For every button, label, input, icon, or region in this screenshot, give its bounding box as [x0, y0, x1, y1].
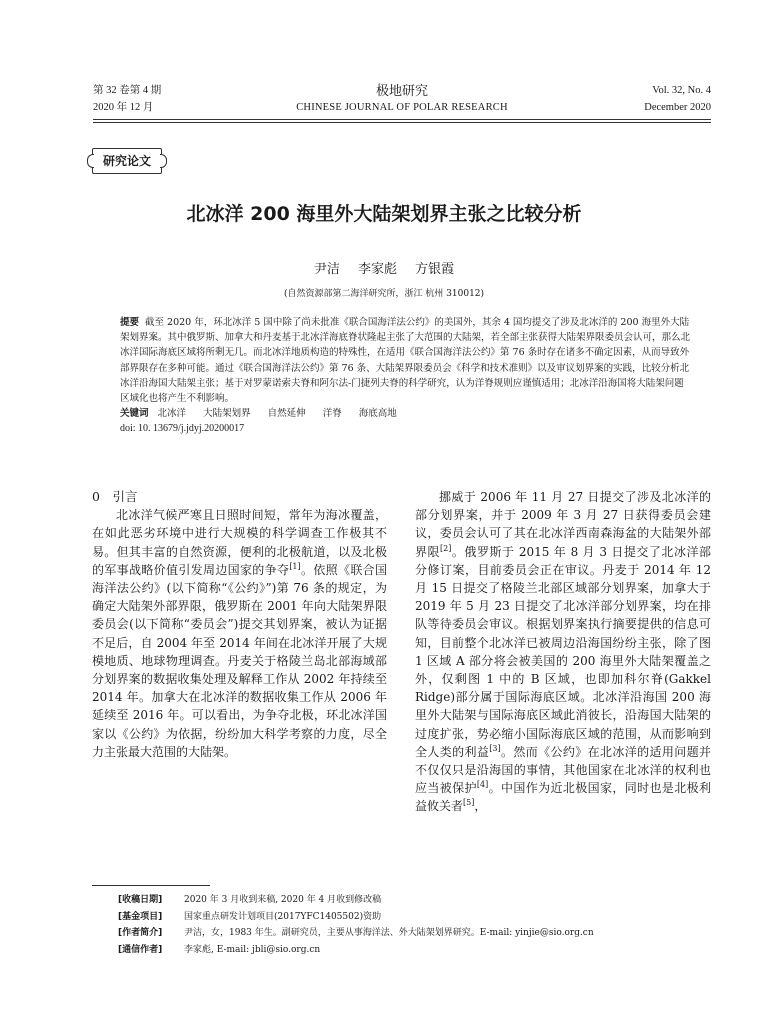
body-column-left — [92, 488, 387, 761]
body-paragraph: 挪威于 2006 年 11 月 27 日提交了涉及北冰洋的部分划界案，并于 2009 年 3 月 27 日获得委员会建议，委员会认可了其在北冰洋西南森海盆的大陆架外部界限[2]。俄罗斯于 2015 年 8 月 3 日提交了北冰洋部分修订案，目前委员会正在审议。丹麦于 2014 年 12 月 15 日提交了格陵兰北部区域部分划界案，加拿大于 2019 年 5 月 23 日提交了北冰洋部分划界案，均在排队等待委员会审议。根据划界案执行摘要提供的信息可知，目前整个北冰洋已被周边沿海国纷纷主张，除了图 1 区域 A 部分将会被美国的 200 海里外大陆架覆盖之外，仅剩图 1 中的 B 区域，也即加科尔脊(Gakkel Ridge)部分属于国际海底区域。北冰洋沿海国 200 海里外大陆架与国际海底区域此消彼长，沿海国大陆架的过度扩张，势必缩小国际海底区域的范围，从而影响到全人类的利益[3]。然而《公约》在北冰洋的适用问题并不仅仅只是沿海国的事情，其他国家在北冰洋的权利也应当被保护[4]。中国作为近北极国家，同时也是北极利益攸关者[5]， — [415, 490, 711, 814]
volume-info: Vol. 32, No. 4 December 2020 — [644, 85, 711, 113]
footnotes — [118, 892, 718, 958]
author-list: 尹洁 李家彪 方银霞 — [313, 262, 455, 277]
citation-ref: [1] — [289, 561, 301, 571]
footnote-funding: [基金项目] 国家重点研发计划项目(2017YFC1405502)资助 — [118, 911, 382, 922]
abstract-label: 提要 — [120, 317, 140, 328]
body-column-right — [415, 488, 711, 816]
keywords — [120, 406, 690, 421]
journal-name-cn: 极地研究 — [375, 83, 428, 98]
journal-name-en: CHINESE JOURNAL OF POLAR RESEARCH — [296, 102, 508, 113]
doi: doi: 10. 13679/j.jdyj.20200017 — [120, 423, 245, 435]
citation-ref: [2] — [440, 543, 452, 553]
running-header — [93, 82, 711, 116]
keyword: 大陆架划界 — [203, 408, 251, 420]
body-paragraph: 北冰洋气候严寒且日照时间短，常年为海冰覆盖，在如此恶劣环境中进行大规模的科学调查工作极其不易。但其丰富的自然资源，便利的北极航道，以及北极的军事战略价值引发周边国家的争夺[1]。依照《联合国海洋法公约》(以下简称“《公约》”)第 76 条的规定，为确定大陆架外部界限，俄罗斯在 2001 年向大陆架界限委员会(以下简称“委员会”)提交其划界案，被认为证据不足后，自 2004 年至 2014 年间在北冰洋开展了大规模地质、地球物理调查。丹麦关于格陵兰岛北部海域部分划界案的数据收集处理及解释工作从 2002 年持续至 2014 年。加拿大在北冰洋的数据收集工作从 2006 年延续至 2016 年。可以看出，为争夺北极，环北冰洋国家以《公约》为依据，纷纷加大科学考察的力度，尽全力主张最大范围的大陆架。 — [92, 508, 387, 759]
keyword: 自然延伸 — [267, 408, 306, 420]
header-rule-2 — [93, 122, 711, 123]
keywords-label: 关键词 — [120, 408, 149, 420]
footnote-author-bio: [作者简介] 尹洁，女，1983 年生。副研究员，主要从事海洋法、外大陆架划界研究。E-mail: yinjie@sio.org.cn — [118, 928, 594, 938]
footnote-rule — [92, 885, 210, 886]
keyword: 洋脊 — [322, 408, 342, 420]
keyword: 北冰洋 — [157, 408, 187, 420]
abstract-block — [120, 315, 690, 437]
citation-ref: [4] — [476, 780, 489, 790]
keyword: 海底高地 — [358, 408, 397, 420]
article-title: 北冰洋 200 海里外大陆架划界主张之比较分析 — [186, 203, 582, 225]
affiliation: (自然资源部第二海洋研究所，浙江 杭州 310012) — [283, 289, 485, 299]
article-type-badge: 研究论文 — [92, 148, 162, 174]
footnote-received: [收稿日期] 2020 年 3 月收到来稿, 2020 年 4 月收到修改稿 — [118, 895, 382, 905]
section-heading: 0 引言 — [92, 489, 138, 504]
header-rule — [93, 119, 711, 120]
abstract-text: 截至 2020 年，环北冰洋 5 国中除了尚未批准《联合国海洋法公约》的美国外，其余 4 国均提交了涉及北冰洋的 200 海里外大陆架划界案。其中俄罗斯、加拿大和丹麦基于北冰洋海底脊状隆起主张了大范围的大陆架，若全部主张获得大陆架界限委员会认可，那么北冰洋国际海底区域将所剩无几。而北冰洋地质构造的特殊性，在适用《联合国海洋法公约》第 76 条时存在诸多不确定因素，从而导致外部界限存在多种可能。通过《联合国海洋法公约》第 76 条、大陆架界限委员会《科学和技术准则》以及审议划界案的实践，比较分析北冰洋沿海国大陆架主张；基于对罗蒙诺索夫脊和阿尔法-门捷列夫脊的科学研究，认为洋脊规则应谨慎适用；北冰洋沿海国将大陆架问题区域化也将产生不利影响。 — [120, 317, 691, 405]
journal-name — [93, 82, 711, 116]
citation-ref: [3] — [489, 743, 501, 753]
issue-info: 第 32 卷第 4 期 2020 年 12 月 — [93, 85, 162, 113]
footnote-corresponding: [通信作者] 李家彪, E-mail: jbli@sio.org.cn — [118, 944, 321, 955]
citation-ref: [5] — [463, 798, 475, 808]
